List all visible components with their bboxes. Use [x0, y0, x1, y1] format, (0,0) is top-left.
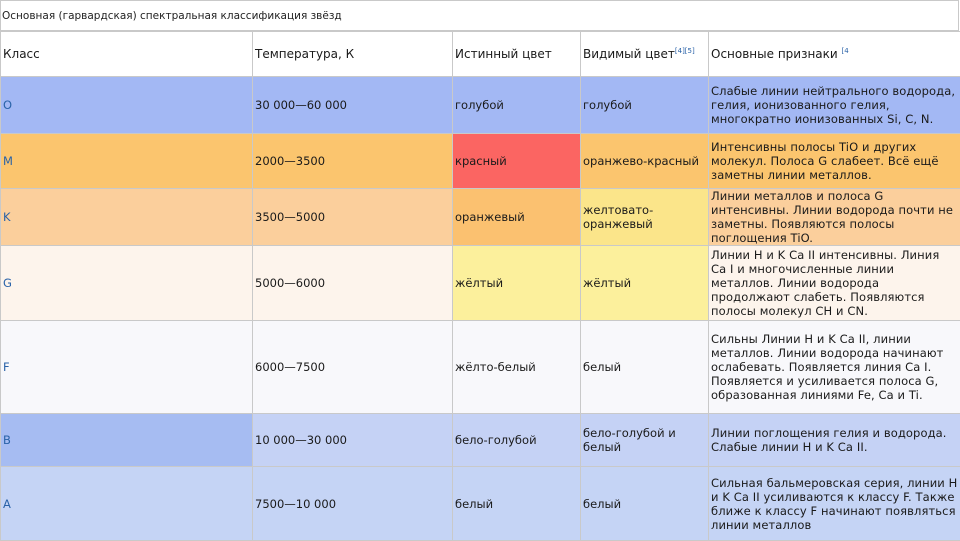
visible-color-cell: белый [581, 467, 709, 541]
true-color-cell: красный [453, 134, 581, 189]
class-link[interactable]: A [1, 467, 253, 541]
visible-color-cell: белый [581, 321, 709, 414]
true-color-cell: жёлто-белый [453, 321, 581, 414]
true-color-cell: оранжевый [453, 189, 581, 246]
header-visible-color-ref-link[interactable]: [4][5] [675, 47, 695, 55]
true-color-cell: бело-голубой [453, 414, 581, 467]
true-color-cell: жёлтый [453, 246, 581, 321]
header-visible-color-label: Видимый цвет [583, 47, 675, 61]
table-row [1, 467, 960, 541]
features-cell: Линии поглощения гелия и водорода. Слабые линии H и K Ca II. [709, 414, 960, 467]
class-link[interactable]: B [1, 414, 253, 467]
features-cell: Линии H и K Ca II интенсивны. Линия Ca I и многочисленные линии металлов. Линии водорода продолжают слабеть. Появляются полосы молекул CH и CN. [709, 246, 960, 321]
temperature-cell: 6000—7500 [253, 321, 453, 414]
visible-color-cell: жёлтый [581, 246, 709, 321]
table-row [1, 77, 960, 134]
table-row [1, 414, 960, 467]
spectral-classification-table [0, 31, 960, 541]
features-cell: Интенсивны полосы TiO и других молекул. Полоса G слабеет. Всё ещё заметны линии металлов. [709, 134, 960, 189]
temperature-cell: 10 000—30 000 [253, 414, 453, 467]
class-link[interactable]: G [1, 246, 253, 321]
table-row [1, 321, 960, 414]
header-class: Класс [1, 32, 253, 77]
table-header-row [1, 32, 960, 77]
class-link[interactable]: O [1, 77, 253, 134]
temperature-cell: 30 000—60 000 [253, 77, 453, 134]
header-features-ref-link[interactable]: [4 [842, 47, 849, 55]
true-color-cell: голубой [453, 77, 581, 134]
visible-color-cell: голубой [581, 77, 709, 134]
features-cell: Линии металлов и полоса G интенсивны. Линии водорода почти не заметны. Появляются полосы поглощения TiO. [709, 189, 960, 246]
visible-color-cell: оранжево-красный [581, 134, 709, 189]
header-visible-color [581, 32, 709, 77]
true-color-cell: белый [453, 467, 581, 541]
class-link[interactable]: M [1, 134, 253, 189]
temperature-cell: 2000—3500 [253, 134, 453, 189]
features-cell: Сильны Линии H и K Ca II, линии металлов. Линии водорода начинают ослабевать. Появляется линия Ca I. Появляется и усиливается полоса G, образованная линиями Fe, Ca и Ti. [709, 321, 960, 414]
header-features [709, 32, 960, 77]
class-link[interactable]: K [1, 189, 253, 246]
table-row [1, 246, 960, 321]
visible-color-cell: бело-голубой и белый [581, 414, 709, 467]
table-caption: Основная (гарвардская) спектральная классификация звёзд [0, 0, 959, 31]
table-row [1, 134, 960, 189]
header-true-color: Истинный цвет [453, 32, 581, 77]
features-cell: Слабые линии нейтрального водорода, гелия, ионизованного гелия, многократно ионизованных Si, C, N. [709, 77, 960, 134]
features-cell: Сильная бальмеровская серия, линии H и K Ca II усиливаются к классу F. Также ближе к классу F начинают появляться линии металлов [709, 467, 960, 541]
table-row [1, 189, 960, 246]
temperature-cell: 5000—6000 [253, 246, 453, 321]
header-features-label: Основные признаки [711, 47, 838, 61]
temperature-cell: 7500—10 000 [253, 467, 453, 541]
temperature-cell: 3500—5000 [253, 189, 453, 246]
header-temperature: Температура, К [253, 32, 453, 77]
visible-color-cell: желтовато-оранжевый [581, 189, 709, 246]
class-link[interactable]: F [1, 321, 253, 414]
